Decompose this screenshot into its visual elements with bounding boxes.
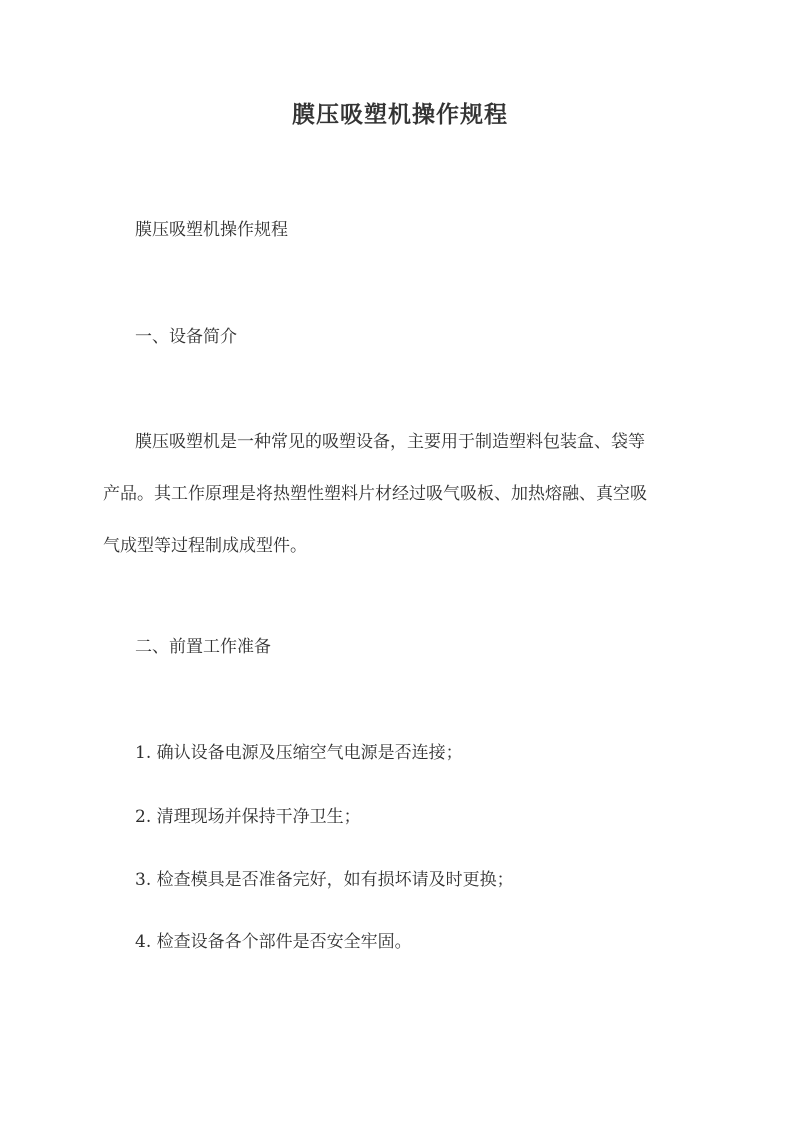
paragraph-line: 膜压吸塑机是一种常见的吸塑设备，主要用于制造塑料包装盒、袋等 (135, 432, 645, 452)
document-subtitle: 膜压吸塑机操作规程 (135, 220, 288, 240)
section-heading-equipment-intro: 一、设备简介 (135, 327, 237, 347)
list-item: 3. 检查模具是否准备完好，如有损坏请及时更换； (135, 870, 514, 890)
paragraph-line: 气成型等过程制成成型件。 (103, 536, 307, 556)
list-item: 2. 清理现场并保持干净卫生； (135, 807, 361, 827)
list-item: 4. 检查设备各个部件是否安全牢固。 (135, 932, 412, 952)
section-heading-preparation: 二、前置工作准备 (135, 637, 271, 657)
paragraph-line: 产品。其工作原理是将热塑性塑料片材经过吸气吸板、加热熔融、真空吸 (103, 484, 647, 504)
list-item: 1. 确认设备电源及压缩空气电源是否连接； (135, 743, 463, 763)
equipment-intro-paragraph (103, 416, 695, 572)
document-title: 膜压吸塑机操作规程 (292, 101, 508, 128)
